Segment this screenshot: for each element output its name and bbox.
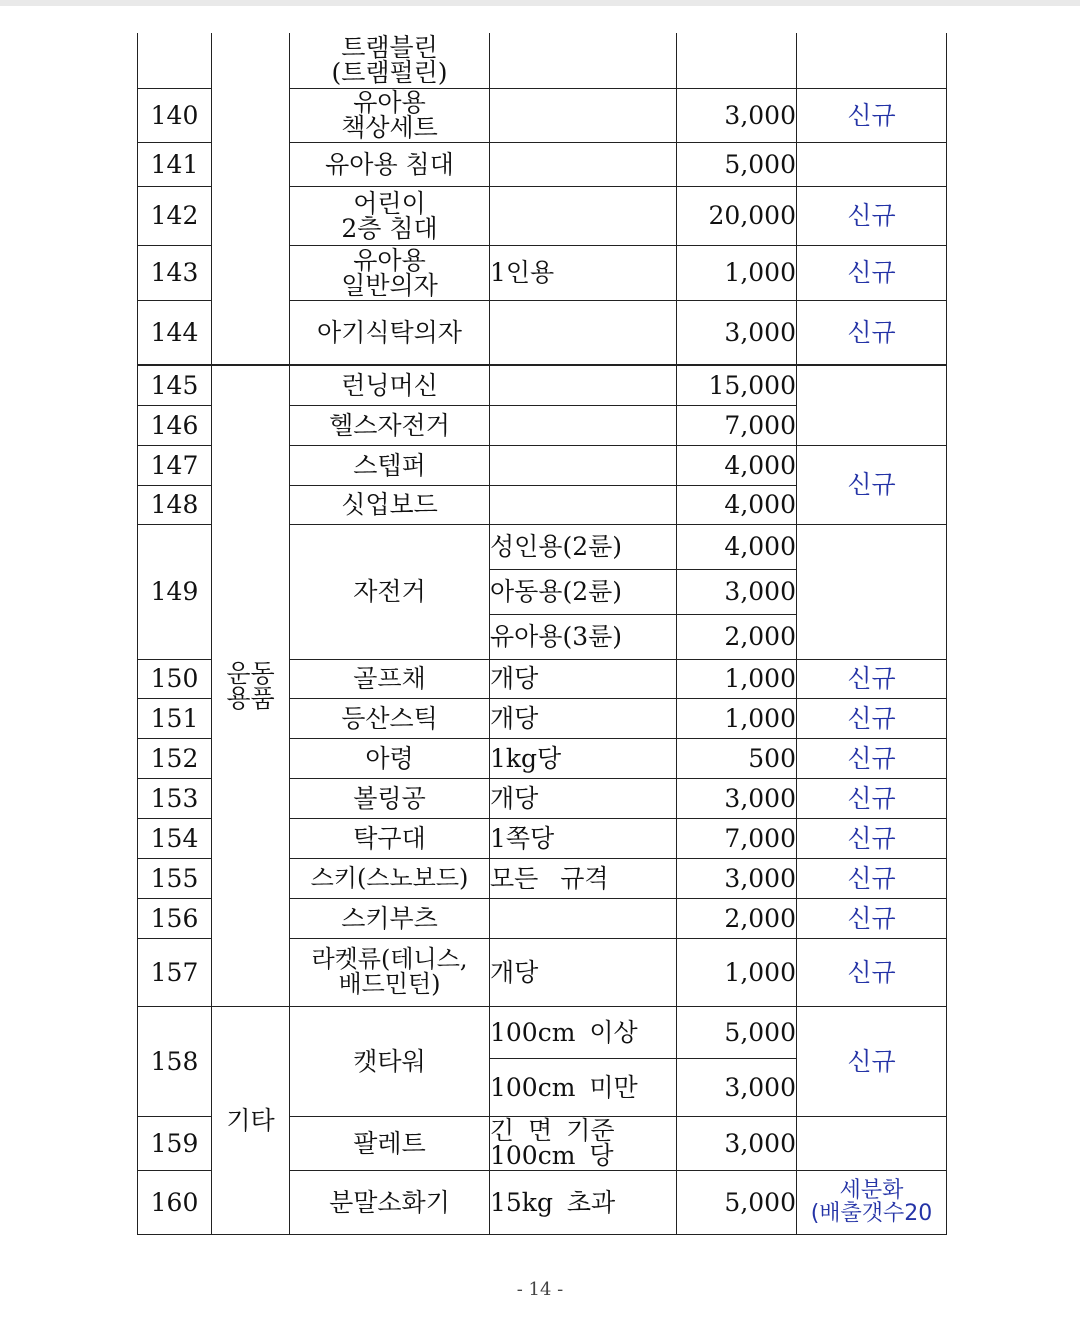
item-price: 5,000: [677, 1170, 797, 1234]
item-name: 스텝퍼: [290, 445, 490, 485]
item-note: 신규: [797, 659, 947, 698]
item-spec: 개당: [490, 659, 677, 698]
page-number: - 14 -: [516, 1279, 564, 1300]
item-name: 아령: [290, 738, 490, 778]
item-number: 159: [138, 1116, 212, 1170]
item-spec: 성인용(2륜): [490, 524, 677, 569]
item-spec: [490, 445, 677, 485]
item-spec: 15kg 초과: [490, 1170, 677, 1234]
item-number: 150: [138, 659, 212, 698]
item-note: 신규: [797, 938, 947, 1006]
item-price: [677, 33, 797, 88]
item-note: [797, 142, 947, 186]
item-note: [797, 524, 947, 659]
item-spec: 유아용(3륜): [490, 614, 677, 659]
item-note: 신규: [797, 300, 947, 365]
item-note: 신규: [797, 738, 947, 778]
item-number: 155: [138, 858, 212, 898]
item-spec: [490, 88, 677, 142]
page-top-edge: [0, 0, 1080, 6]
item-note: 신규: [797, 245, 947, 300]
item-number: 160: [138, 1170, 212, 1234]
item-price: 3,000: [677, 1116, 797, 1170]
table-row: [138, 33, 947, 88]
item-name: 헬스자전거: [290, 405, 490, 445]
item-spec: [490, 300, 677, 365]
item-number: 146: [138, 405, 212, 445]
item-price: 15,000: [677, 365, 797, 405]
item-name: 유아용 침대: [290, 142, 490, 186]
item-name: 볼링공: [290, 778, 490, 818]
item-number: 148: [138, 485, 212, 524]
item-number: 149: [138, 524, 212, 659]
item-spec: [490, 186, 677, 245]
item-name: 등산스틱: [290, 698, 490, 738]
item-name: 유아용 책상세트: [290, 88, 490, 142]
item-price: 3,000: [677, 778, 797, 818]
item-price: 5,000: [677, 1006, 797, 1058]
item-name: 라켓류(테니스, 배드민턴): [290, 938, 490, 1006]
item-note: [797, 1116, 947, 1170]
item-note: 신규: [797, 1006, 947, 1116]
item-number: 158: [138, 1006, 212, 1116]
item-number: 145: [138, 365, 212, 405]
item-price: 3,000: [677, 569, 797, 614]
item-number: 140: [138, 88, 212, 142]
category-sports: 운동 용품: [212, 365, 290, 1006]
item-name: 트램블린 (트램펄린): [290, 33, 490, 88]
item-price: 3,000: [677, 858, 797, 898]
item-spec: 긴 면 기준 100cm 당: [490, 1116, 677, 1170]
item-price: 7,000: [677, 818, 797, 858]
item-price: 4,000: [677, 524, 797, 569]
item-spec: [490, 405, 677, 445]
item-number: 153: [138, 778, 212, 818]
item-number: 151: [138, 698, 212, 738]
item-number: 147: [138, 445, 212, 485]
item-note: 세분화 (배출갯수20: [797, 1170, 947, 1234]
item-number: 142: [138, 186, 212, 245]
table-row: [138, 1006, 947, 1058]
item-spec: 개당: [490, 698, 677, 738]
item-name: 팔레트: [290, 1116, 490, 1170]
item-price: 3,000: [677, 88, 797, 142]
item-price: 1,000: [677, 938, 797, 1006]
item-name: 캣타워: [290, 1006, 490, 1116]
item-note: 신규: [797, 898, 947, 938]
item-note: 신규: [797, 88, 947, 142]
item-spec: 아동용(2륜): [490, 569, 677, 614]
table-row: [138, 365, 947, 405]
item-name: 싯업보드: [290, 485, 490, 524]
item-price: 2,000: [677, 898, 797, 938]
item-spec: [490, 365, 677, 405]
item-spec: 1kg당: [490, 738, 677, 778]
fee-table: [137, 33, 947, 1235]
item-spec: [490, 485, 677, 524]
item-spec: [490, 33, 677, 88]
item-spec: 100cm 이상: [490, 1006, 677, 1058]
item-price: 7,000: [677, 405, 797, 445]
item-spec: 개당: [490, 938, 677, 1006]
item-price: 4,000: [677, 485, 797, 524]
item-price: 4,000: [677, 445, 797, 485]
item-price: 20,000: [677, 186, 797, 245]
item-price: 3,000: [677, 300, 797, 365]
item-name: 스키(스노보드): [290, 858, 490, 898]
item-price: 500: [677, 738, 797, 778]
item-name: 아기식탁의자: [290, 300, 490, 365]
item-name: 어린이 2층 침대: [290, 186, 490, 245]
item-number: [138, 33, 212, 88]
item-number: 144: [138, 300, 212, 365]
item-note: [797, 33, 947, 88]
item-note: 신규: [797, 186, 947, 245]
item-name: 런닝머신: [290, 365, 490, 405]
item-note: 신규: [797, 858, 947, 898]
item-note: 신규: [797, 445, 947, 524]
item-spec: 1쪽당: [490, 818, 677, 858]
item-price: 3,000: [677, 1058, 797, 1116]
item-spec: 100cm 미만: [490, 1058, 677, 1116]
item-name: 자전거: [290, 524, 490, 659]
item-spec: 모든 규격: [490, 858, 677, 898]
item-spec: 개당: [490, 778, 677, 818]
item-number: 157: [138, 938, 212, 1006]
item-number: 156: [138, 898, 212, 938]
item-name: 탁구대: [290, 818, 490, 858]
category-cell: [212, 33, 290, 365]
item-spec: [490, 898, 677, 938]
item-price: 2,000: [677, 614, 797, 659]
item-name: 골프채: [290, 659, 490, 698]
item-price: 1,000: [677, 659, 797, 698]
item-price: 5,000: [677, 142, 797, 186]
item-spec: [490, 142, 677, 186]
item-name: 분말소화기: [290, 1170, 490, 1234]
item-number: 154: [138, 818, 212, 858]
item-price: 1,000: [677, 245, 797, 300]
item-number: 141: [138, 142, 212, 186]
item-note: 신규: [797, 778, 947, 818]
item-note: 신규: [797, 818, 947, 858]
item-price: 1,000: [677, 698, 797, 738]
item-number: 152: [138, 738, 212, 778]
item-note: [797, 365, 947, 445]
category-other: 기타: [212, 1006, 290, 1234]
item-name: 유아용 일반의자: [290, 245, 490, 300]
item-name: 스키부츠: [290, 898, 490, 938]
item-spec: 1인용: [490, 245, 677, 300]
item-note: 신규: [797, 698, 947, 738]
item-number: 143: [138, 245, 212, 300]
